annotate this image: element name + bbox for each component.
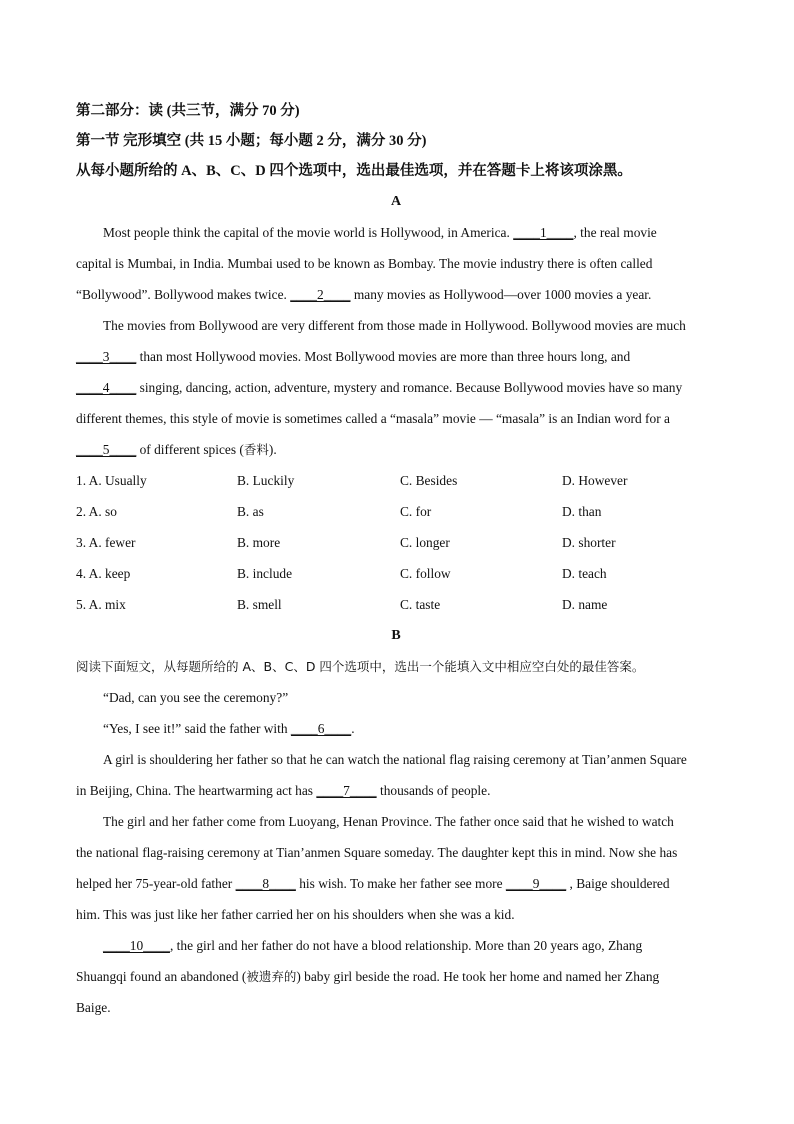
option: C. longer (400, 535, 450, 550)
text: thousands of people. (376, 783, 491, 798)
option: C. Besides (400, 473, 458, 488)
passage-a-line (76, 434, 716, 465)
text: in Beijing, China. The heartwarming act has (76, 783, 317, 798)
option: C. for (400, 504, 432, 519)
option-row (76, 465, 716, 496)
passage-a-line (76, 341, 716, 372)
passage-b-line (76, 713, 716, 744)
option-row (76, 558, 716, 589)
passage-b-title: B (391, 628, 401, 643)
blank-1: ____1____ (513, 225, 574, 240)
option: B. more (237, 535, 281, 550)
option-row (76, 589, 716, 620)
option: D. shorter (562, 535, 616, 550)
blank-8: ____8____ (235, 876, 296, 891)
blank-5: ____5____ (76, 442, 137, 457)
text: , the real movie (573, 225, 657, 240)
passage-a-line (76, 372, 716, 403)
text: 被遗弃的 (246, 969, 297, 984)
text: helped her 75-year-old father (76, 876, 236, 891)
passage-b-line (76, 775, 716, 806)
text: “Bollywood”. Bollywood makes twice. (76, 287, 291, 302)
text: Most people think the capital of the movie world is Hollywood, in America. (103, 225, 514, 240)
blank-9: ____9____ (505, 876, 567, 891)
text: , Baige shouldered (566, 876, 670, 891)
option: C. taste (400, 597, 441, 612)
text: singing, dancing, action, adventure, mystery and romance. Because Bollywood movies have so many (136, 380, 683, 395)
option: 4. A. keep (76, 566, 131, 581)
option: B. as (237, 504, 264, 519)
section-heading: 第一节 完形填空 (共 15 小题；每小题 2 分，满分 30 分) (76, 133, 427, 149)
blank-2: ____2____ (290, 287, 351, 302)
text: his wish. To make her father see more (295, 876, 506, 891)
blank-4: ____4____ (76, 380, 137, 395)
passage-b-line: him. This was just like her father carried her on his shoulders when she was a kid. (76, 907, 515, 922)
option: D. than (562, 504, 602, 519)
blank-3: ____3____ (76, 349, 137, 364)
passage-a-title: A (390, 194, 402, 209)
option: 2. A. so (76, 504, 117, 519)
passage-a-line: The movies from Bollywood are very different from those made in Hollywood. Bollywood movies are much (103, 318, 686, 333)
passage-b-line: Baige. (76, 1000, 111, 1015)
exam-page (76, 96, 716, 1023)
passage-a-line (76, 279, 716, 310)
option: 3. A. fewer (76, 535, 136, 550)
text: Shuangqi found an abandoned ( (76, 969, 247, 984)
text: ). (268, 442, 277, 457)
option: D. However (562, 473, 628, 488)
passage-b-line: the national flag-raising ceremony at Tian’anmen Square someday. The daughter kept this in mind. Now she has (76, 845, 678, 860)
blank-7: ____7____ (316, 783, 377, 798)
blank-6: ____6____ (290, 721, 352, 736)
passage-b-line (76, 961, 716, 992)
passage-a-line: different themes, this style of movie is sometimes called a “masala” movie — “masala” is an Indian word for a (76, 411, 670, 426)
passage-b-line (76, 930, 716, 961)
text: of different spices ( (136, 442, 244, 457)
option: D. teach (562, 566, 607, 581)
text: , the girl and her father do not have a blood relationship. More than 20 years ago, Zhang (169, 938, 643, 953)
text: ) baby girl beside the road. He took her home and named her Zhang (296, 969, 660, 984)
text: “Yes, I see it!” said the father with (103, 721, 291, 736)
part-heading: 第二部分：读 (共三节，满分 70 分) (76, 103, 300, 119)
passage-b-line: The girl and her father come from Luoyang, Henan Province. The father once said that he wished to watch (103, 814, 674, 829)
text: many movies as Hollywood—over 1000 movies a year. (350, 287, 652, 302)
option: 5. A. mix (76, 597, 126, 612)
text: than most Hollywood movies. Most Bollywood movies are more than three hours long, and (136, 349, 631, 364)
passage-b-line: A girl is shouldering her father so that he can watch the national flag raising ceremony at Tian’anmen Square (103, 752, 687, 767)
option-row (76, 527, 716, 558)
option: C. follow (400, 566, 451, 581)
passage-a-line (76, 217, 716, 248)
option: 1. A. Usually (76, 473, 147, 488)
text: 香料 (243, 442, 269, 457)
passage-a-line: capital is Mumbai, in India. Mumbai used to be known as Bombay. The movie industry there is often called (76, 256, 653, 271)
passage-b-line (76, 868, 716, 899)
blank-10: ____10____ (103, 938, 170, 953)
option: D. name (562, 597, 608, 612)
text: . (351, 721, 355, 736)
section-instruction: 从每小题所给的 A、B、C、D 四个选项中，选出最佳选项，并在答题卡上将该项涂黑。 (76, 163, 632, 179)
option: B. include (237, 566, 293, 581)
option: B. Luckily (237, 473, 295, 488)
option: B. smell (237, 597, 282, 612)
passage-b-line: “Dad, can you see the ceremony?” (103, 690, 289, 705)
passage-b-instruction: 阅读下面短文，从每题所给的 A、B、C、D 四个选项中，选出一个能填入文中相应空白处的最佳答案。 (76, 659, 645, 674)
option-row (76, 496, 716, 527)
